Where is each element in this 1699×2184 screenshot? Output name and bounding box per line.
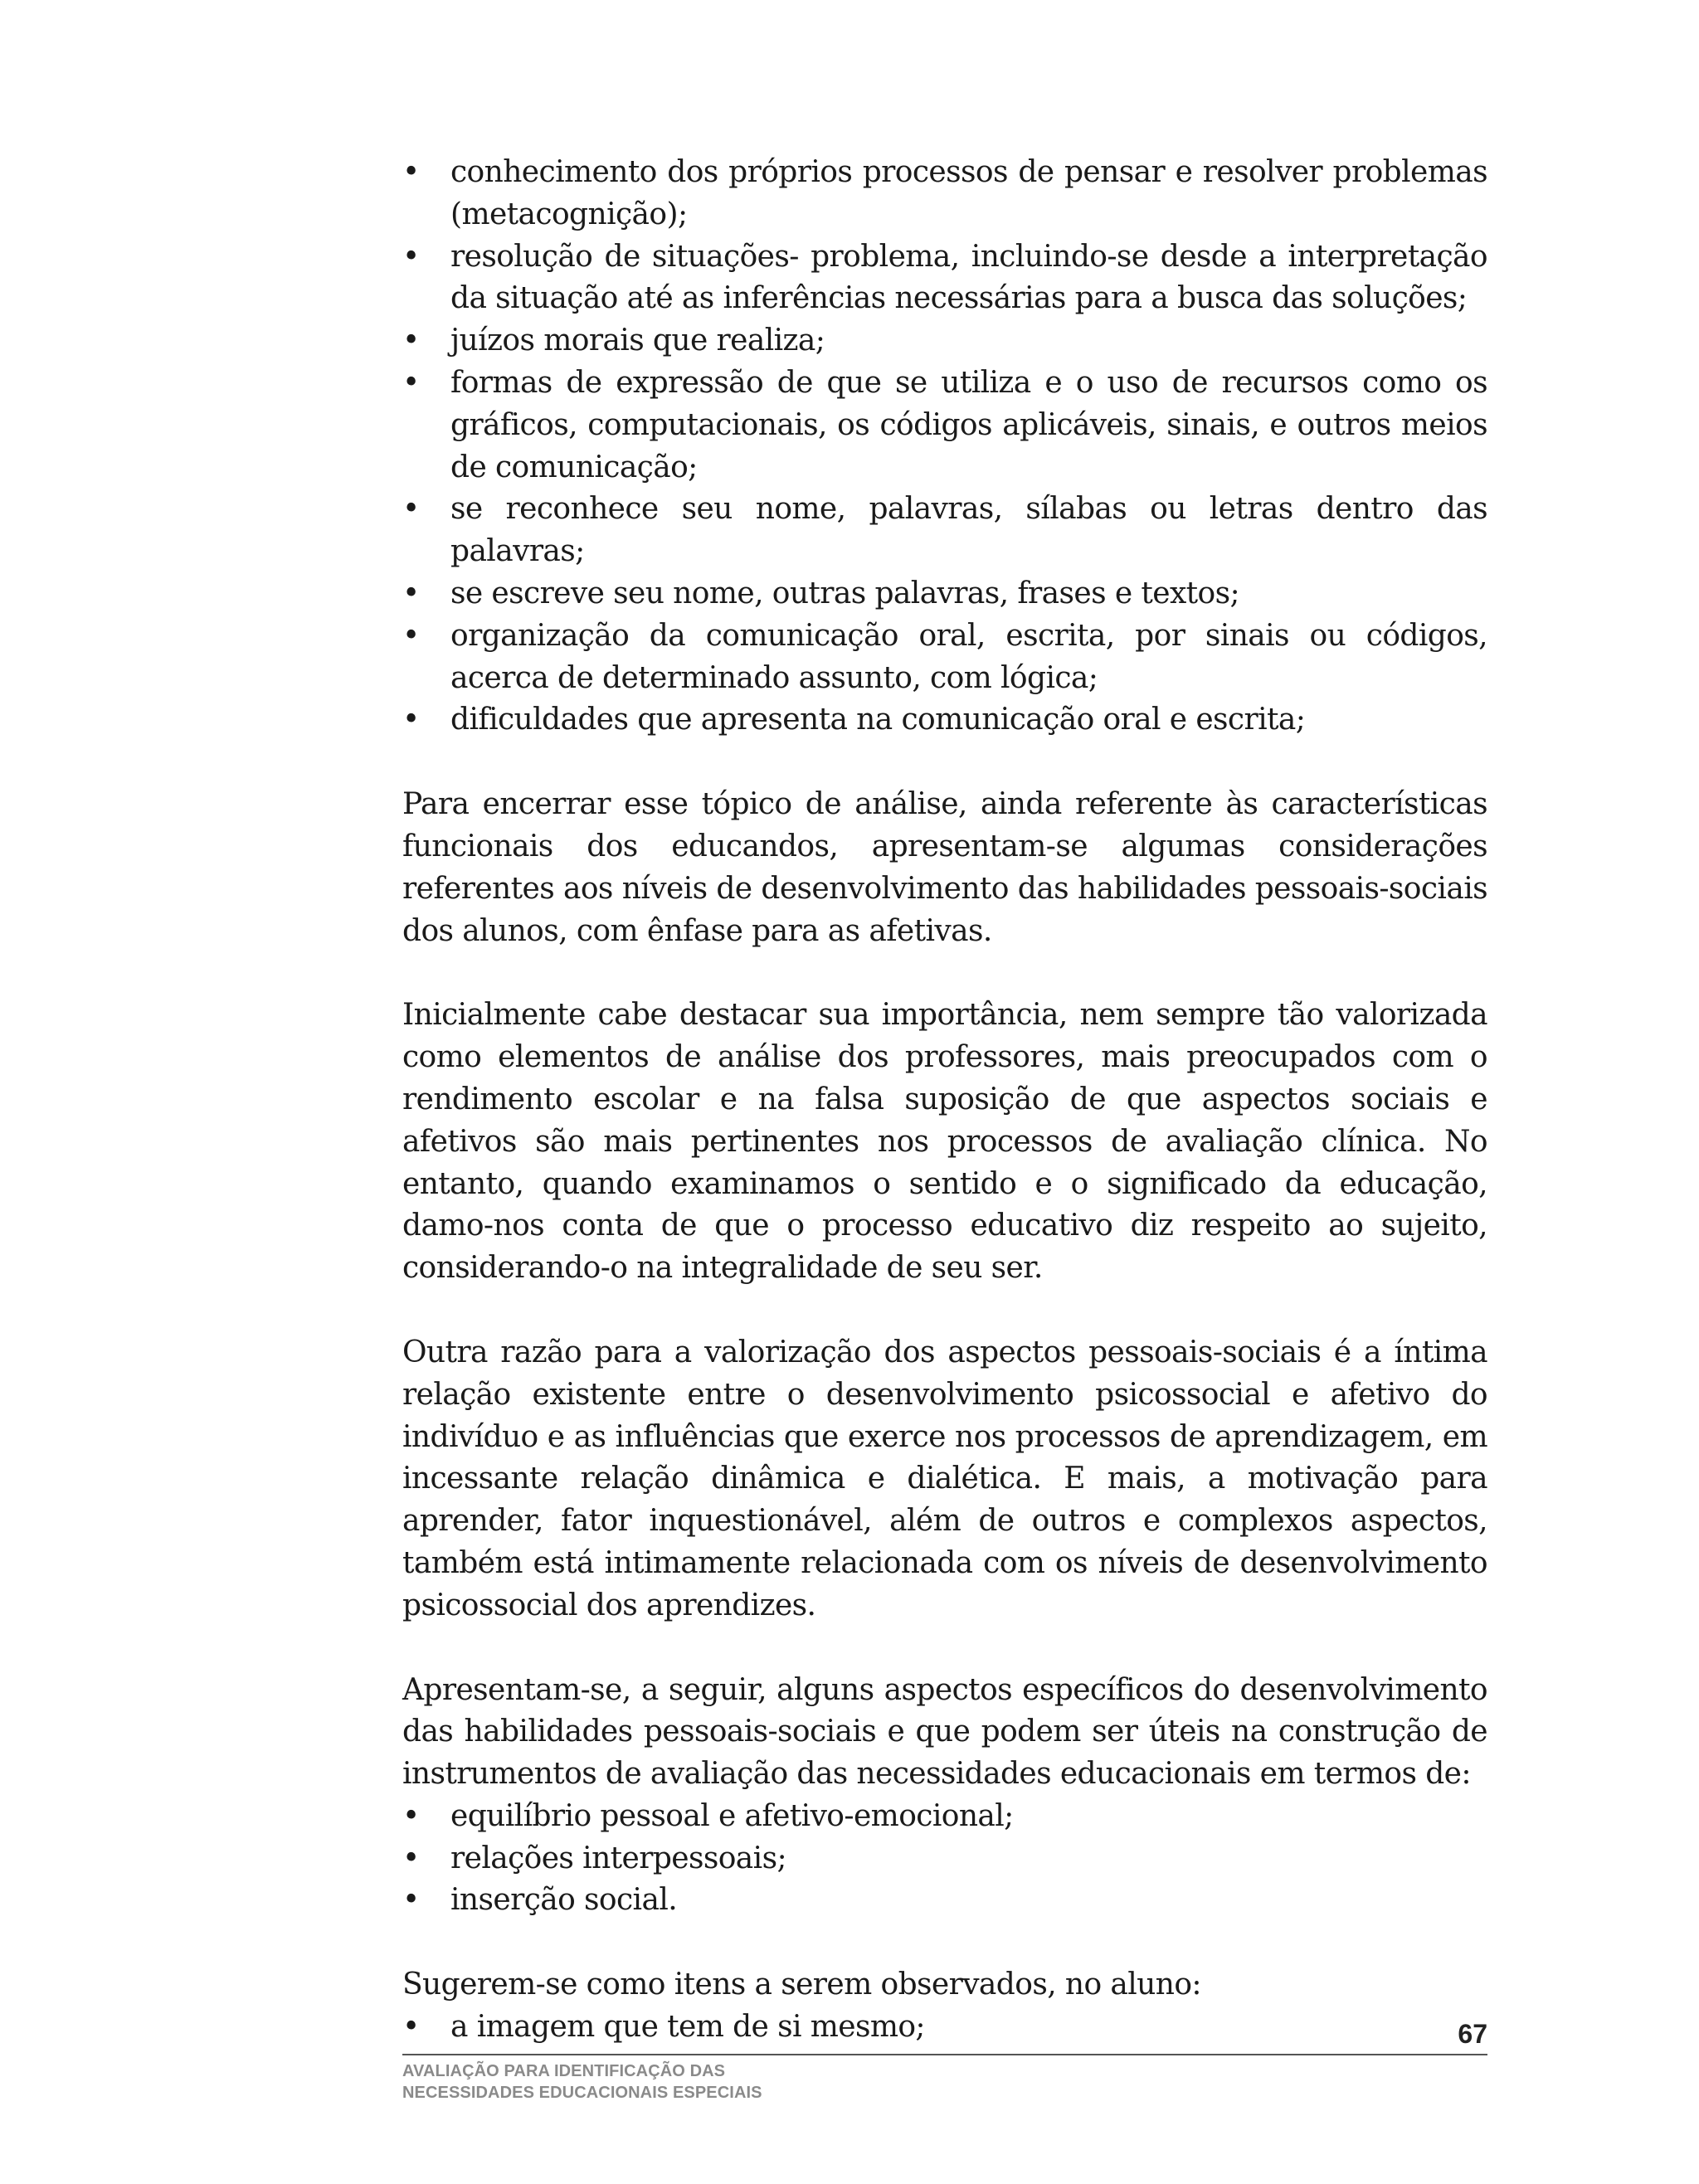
bullet-icon: • [402, 576, 420, 610]
list-item-text: conhecimento dos próprios processos de pensar e resolver problemas (metacognição); [450, 155, 1487, 231]
list-item [402, 1796, 1487, 1838]
paragraph-spacer [402, 1922, 1487, 1964]
list-item-text: equilíbrio pessoal e afetivo-emocional; [450, 1798, 1014, 1833]
paragraph-importance: Inicialmente cabe destacar sua importância, nem sempre tão valorizada como elementos de análise dos professores, mais preocupados com o rendimento escolar e na falsa suposição de que aspectos sociais e afetivos são mais pertinentes nos processos de avaliação clínica. No entanto, quando examinamos o sentido e o significado da educação, damo-nos conta de que o processo educativo diz respeito ao sujeito, considerando-o na integralidade de seu ser. [402, 998, 1487, 1286]
paragraph-spacer [402, 1627, 1487, 1670]
list-item [402, 699, 1487, 742]
list-item-text: relações interpessoais; [450, 1841, 786, 1875]
list-item [402, 362, 1487, 489]
page-number: 67 [1458, 2019, 1487, 2049]
paragraph-spacer [402, 742, 1487, 784]
footer-title-line: NECESSIDADES EDUCACIONAIS ESPECIAIS [402, 2084, 762, 2102]
list-item [402, 615, 1487, 700]
bullet-icon: • [402, 703, 420, 737]
list-item [402, 489, 1487, 573]
list-item-text: juízos morais que realiza; [450, 323, 825, 358]
bullet-icon: • [402, 2010, 420, 2045]
bullet-icon: • [402, 1883, 420, 1918]
page-content [402, 152, 1487, 2049]
paragraph-psychosocial: Outra razão para a valorização dos aspectos pessoais-sociais é a íntima relação existente entre o desenvolvimento psicossocial e afetivo do indivíduo e as influências que exerce nos processos de aprendizagem, em incessante relação dinâmica e dialética. E mais, a motivação para aprender, fator inquestionável, além de outros e complexos aspectos, também está intimamente relacionada com os níveis de desenvolvimento psicossocial dos aprendizes. [402, 1335, 1487, 1622]
bullet-icon: • [402, 323, 420, 358]
paragraph-spacer [402, 952, 1487, 995]
footer-divider [402, 2054, 1487, 2055]
list-item [402, 573, 1487, 615]
bullet-list-cognitive [402, 152, 1487, 742]
list-item [402, 1838, 1487, 1880]
bullet-list-aspects [402, 1796, 1487, 1922]
paragraph-intro-affective: Para encerrar esse tópico de análise, ainda referente às características funcionais dos educandos, apresentam-se algumas considerações referentes aos níveis de desenvolvimento das habilidades pessoais-sociais dos alunos, com ênfase para as afetivas. [402, 787, 1487, 948]
bullet-icon: • [402, 618, 420, 653]
bullet-icon: • [402, 365, 420, 400]
list-item-text: resolução de situações- problema, incluindo-se desde a interpretação da situação até as inferências necessárias para a busca das soluções; [450, 239, 1487, 316]
paragraph-spacer [402, 1290, 1487, 1332]
list-item-text: dificuldades que apresenta na comunicação oral e escrita; [450, 703, 1306, 737]
paragraph-aspects-intro: Apresentam-se, a seguir, alguns aspectos específicos do desenvolvimento das habilidades pessoais-sociais e que podem ser úteis na construção de instrumentos de avaliação das necessidades educacionais em termos de: [402, 1672, 1487, 1792]
paragraph-observation-items: Sugerem-se como itens a serem observados, no aluno: [402, 1968, 1201, 2002]
list-item [402, 320, 1487, 362]
list-item [402, 236, 1487, 321]
list-item-text: formas de expressão de que se utiliza e o uso de recursos como os gráficos, computacionais, os códigos aplicáveis, sinais, e outros meios de comunicação; [450, 365, 1487, 484]
list-item-text: inserção social. [450, 1883, 678, 1918]
bullet-icon: • [402, 239, 420, 274]
list-item-text: a imagem que tem de si mesmo; [450, 2010, 925, 2045]
bullet-icon: • [402, 1798, 420, 1833]
bullet-icon: • [402, 1841, 420, 1875]
list-item [402, 152, 1487, 236]
bullet-icon: • [402, 155, 420, 189]
page-footer [402, 2017, 1487, 2104]
list-item-text: se escreve seu nome, outras palavras, frases e textos; [450, 576, 1239, 610]
list-item [402, 1880, 1487, 1922]
list-item-text: organização da comunicação oral, escrita, por sinais ou códigos, acerca de determinado assunto, com lógica; [450, 618, 1487, 695]
footer-title-line: AVALIAÇÃO PARA IDENTIFICAÇÃO DAS [402, 2062, 726, 2080]
footer-publication-title [402, 2060, 1487, 2104]
list-item-text: se reconhece seu nome, palavras, sílabas ou letras dentro das palavras; [450, 492, 1487, 569]
bullet-icon: • [402, 492, 420, 527]
